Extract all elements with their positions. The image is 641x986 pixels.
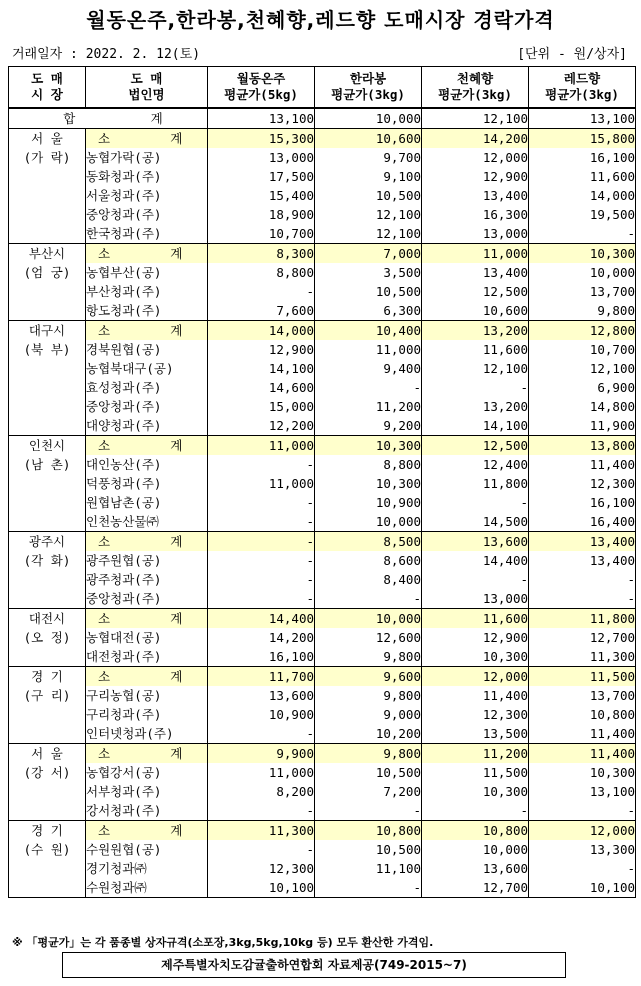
corp-name: 수원청과㈜ <box>86 878 208 898</box>
price-cell: 10,300 <box>529 244 636 264</box>
market-name: 부산시 (엄 궁) <box>9 244 86 321</box>
price-cell: 11,700 <box>208 667 315 687</box>
price-cell: 10,000 <box>315 609 422 629</box>
price-cell: 15,300 <box>208 129 315 149</box>
price-cell: - <box>422 493 529 512</box>
price-cell: 9,200 <box>315 416 422 436</box>
price-cell: 12,100 <box>529 359 636 378</box>
subtotal-label: 소 계 <box>86 744 208 764</box>
price-cell: 11,500 <box>422 763 529 782</box>
corp-name: 항도청과(주) <box>86 301 208 321</box>
page-title: 월동온주,한라봉,천혜향,레드향 도매시장 경락가격 <box>86 8 555 32</box>
table-row <box>9 589 636 609</box>
price-cell: 10,700 <box>529 340 636 359</box>
price-cell: - <box>208 801 315 821</box>
table-row <box>9 551 636 570</box>
total-value: 10,000 <box>315 108 422 129</box>
total-row <box>9 108 636 129</box>
price-cell: 14,400 <box>208 609 315 629</box>
price-cell: 8,800 <box>208 263 315 282</box>
price-cell: 13,100 <box>529 782 636 801</box>
subtotal-row <box>9 609 636 629</box>
price-cell: 11,400 <box>529 744 636 764</box>
header-redhyang: 레드향 평균가(3kg) <box>529 67 636 109</box>
price-cell: 8,600 <box>315 551 422 570</box>
price-cell: - <box>208 589 315 609</box>
unit-label: [단위 - 원/상자] <box>517 47 627 62</box>
corp-name: 수원원협(공) <box>86 840 208 859</box>
price-cell: 7,600 <box>208 301 315 321</box>
price-cell: 12,300 <box>422 705 529 724</box>
table-row <box>9 455 636 474</box>
market-name: 서 울 (가 락) <box>9 129 86 244</box>
price-cell: - <box>208 512 315 532</box>
table-row <box>9 397 636 416</box>
corp-name: 경북원협(공) <box>86 340 208 359</box>
price-cell: 12,900 <box>422 167 529 186</box>
price-cell: 16,400 <box>529 512 636 532</box>
corp-name: 광주원협(공) <box>86 551 208 570</box>
corp-name: 부산청과(주) <box>86 282 208 301</box>
market-name: 광주시 (각 화) <box>9 532 86 609</box>
price-cell: 9,400 <box>315 359 422 378</box>
price-cell: 13,000 <box>422 224 529 244</box>
subtotal-row <box>9 129 636 149</box>
price-cell: - <box>208 455 315 474</box>
market-name: 대구시 (북 부) <box>9 321 86 436</box>
price-cell: 16,100 <box>529 148 636 167</box>
price-cell: - <box>208 724 315 744</box>
price-cell: 6,300 <box>315 301 422 321</box>
price-cell: 11,300 <box>529 647 636 667</box>
table-row <box>9 801 636 821</box>
price-cell: 8,300 <box>208 244 315 264</box>
price-cell: 14,600 <box>208 378 315 397</box>
price-cell: 11,900 <box>529 416 636 436</box>
price-cell: 12,300 <box>208 859 315 878</box>
header-wolldong: 월동온주 평균가(5kg) <box>208 67 315 109</box>
header-hallabong: 한라봉 평균가(3kg) <box>315 67 422 109</box>
price-cell: 10,500 <box>315 763 422 782</box>
price-cell: 8,500 <box>315 532 422 552</box>
table-row <box>9 224 636 244</box>
price-cell: 12,000 <box>422 148 529 167</box>
corp-name: 대인농산(주) <box>86 455 208 474</box>
price-cell: 10,300 <box>422 782 529 801</box>
corp-name: 효성청과(주) <box>86 378 208 397</box>
corp-name: 경기청과㈜ <box>86 859 208 878</box>
price-cell: 16,100 <box>208 647 315 667</box>
table-row <box>9 205 636 224</box>
price-cell: 12,900 <box>422 628 529 647</box>
price-cell: 13,400 <box>422 263 529 282</box>
source-box: 제주특별자치도감귤출하연합회 자료제공(749-2015~7) <box>62 952 566 978</box>
price-cell: - <box>315 589 422 609</box>
subtotal-row <box>9 532 636 552</box>
footnote: ※ 「평균가」는 각 품종별 상자규격(소포장,3kg,5kg,10kg 등) 모두 환산한 가격임. <box>12 936 434 949</box>
market-name: 경 기 (구 리) <box>9 667 86 744</box>
price-cell: 9,600 <box>315 667 422 687</box>
corp-name: 광주청과(주) <box>86 570 208 589</box>
market-name: 경 기 (수 원) <box>9 821 86 898</box>
subtotal-label: 소 계 <box>86 609 208 629</box>
price-cell: - <box>529 224 636 244</box>
price-cell: 10,300 <box>529 763 636 782</box>
price-cell: - <box>529 589 636 609</box>
price-cell: 12,000 <box>529 821 636 841</box>
price-cell: 11,400 <box>529 724 636 744</box>
price-cell: - <box>208 532 315 552</box>
price-cell: 9,000 <box>315 705 422 724</box>
table-row <box>9 647 636 667</box>
corp-name: 인천농산물㈜ <box>86 512 208 532</box>
corp-name: 서울청과(주) <box>86 186 208 205</box>
price-cell: 12,600 <box>315 628 422 647</box>
price-cell: 10,800 <box>422 821 529 841</box>
price-cell: 10,100 <box>208 878 315 898</box>
price-cell: 10,000 <box>315 512 422 532</box>
price-cell: 14,200 <box>208 628 315 647</box>
table-row <box>9 570 636 589</box>
header-market: 도 매 시 장 <box>9 67 86 109</box>
price-cell: - <box>315 378 422 397</box>
price-cell: - <box>208 840 315 859</box>
price-cell: 10,900 <box>208 705 315 724</box>
price-cell: 14,800 <box>529 397 636 416</box>
subtotal-label: 소 계 <box>86 532 208 552</box>
header-corp: 도 매 법인명 <box>86 67 208 109</box>
price-cell: 16,300 <box>422 205 529 224</box>
subtotal-label: 소 계 <box>86 436 208 456</box>
price-cell: 10,700 <box>208 224 315 244</box>
price-cell: 13,500 <box>422 724 529 744</box>
price-cell: 12,500 <box>422 282 529 301</box>
price-cell: 12,300 <box>529 474 636 493</box>
subtotal-row <box>9 244 636 264</box>
table-row <box>9 148 636 167</box>
price-cell: 11,600 <box>422 609 529 629</box>
price-cell: 6,900 <box>529 378 636 397</box>
subtotal-label: 소 계 <box>86 129 208 149</box>
price-cell: 9,800 <box>529 301 636 321</box>
price-table <box>8 66 636 898</box>
price-cell: 13,200 <box>422 321 529 341</box>
price-cell: 11,200 <box>422 744 529 764</box>
subtotal-row <box>9 436 636 456</box>
corp-name: 강서청과(주) <box>86 801 208 821</box>
price-cell: 13,600 <box>422 532 529 552</box>
price-cell: 12,000 <box>422 667 529 687</box>
corp-name: 서부청과(주) <box>86 782 208 801</box>
price-cell: 15,000 <box>208 397 315 416</box>
price-cell: 12,400 <box>422 455 529 474</box>
price-cell: 11,600 <box>529 167 636 186</box>
price-cell: 11,800 <box>422 474 529 493</box>
header-row <box>9 67 636 109</box>
price-cell: 14,200 <box>422 129 529 149</box>
price-cell: 18,900 <box>208 205 315 224</box>
table-row <box>9 724 636 744</box>
corp-name: 대전청과(주) <box>86 647 208 667</box>
price-cell: 11,000 <box>208 436 315 456</box>
price-cell: 10,600 <box>315 129 422 149</box>
price-cell: 14,500 <box>422 512 529 532</box>
table-row <box>9 782 636 801</box>
price-cell: - <box>529 801 636 821</box>
subtotal-row <box>9 744 636 764</box>
price-cell: - <box>422 801 529 821</box>
price-cell: 11,000 <box>315 340 422 359</box>
price-cell: - <box>208 282 315 301</box>
price-cell: 13,800 <box>529 436 636 456</box>
price-cell: - <box>208 551 315 570</box>
price-cell: 7,200 <box>315 782 422 801</box>
table-row <box>9 186 636 205</box>
price-cell: 11,000 <box>208 763 315 782</box>
price-cell: 8,200 <box>208 782 315 801</box>
price-cell: 12,100 <box>422 359 529 378</box>
price-cell: 9,800 <box>315 686 422 705</box>
corp-name: 대양청과(주) <box>86 416 208 436</box>
price-cell: 10,500 <box>315 840 422 859</box>
table-row <box>9 628 636 647</box>
price-cell: 12,800 <box>529 321 636 341</box>
corp-name: 농협가락(공) <box>86 148 208 167</box>
price-cell: 11,600 <box>422 340 529 359</box>
corp-name: 인터넷청과(주) <box>86 724 208 744</box>
header-cheonhyehyang: 천혜향 평균가(3kg) <box>422 67 529 109</box>
price-cell: 9,700 <box>315 148 422 167</box>
price-cell: - <box>315 878 422 898</box>
price-cell: 13,200 <box>422 397 529 416</box>
table-row <box>9 840 636 859</box>
corp-name: 구리농협(공) <box>86 686 208 705</box>
price-cell: 13,000 <box>422 589 529 609</box>
price-cell: 10,500 <box>315 282 422 301</box>
price-cell: 8,800 <box>315 455 422 474</box>
subtotal-row <box>9 321 636 341</box>
price-cell: 17,500 <box>208 167 315 186</box>
total-label: 합 계 <box>9 108 208 129</box>
corp-name: 원협남촌(공) <box>86 493 208 512</box>
price-cell: 13,600 <box>422 859 529 878</box>
price-cell: 11,100 <box>315 859 422 878</box>
subtotal-row <box>9 821 636 841</box>
subtotal-row <box>9 667 636 687</box>
price-cell: 11,000 <box>208 474 315 493</box>
price-cell: 12,700 <box>422 878 529 898</box>
price-cell: 14,000 <box>208 321 315 341</box>
price-cell: 14,100 <box>422 416 529 436</box>
price-cell: 14,100 <box>208 359 315 378</box>
total-value: 13,100 <box>529 108 636 129</box>
price-cell: 10,600 <box>422 301 529 321</box>
trade-date: 거래일자 : 2022. 2. 12(토) <box>12 47 201 62</box>
table-row <box>9 705 636 724</box>
price-cell: 9,800 <box>315 744 422 764</box>
price-cell: 13,400 <box>529 551 636 570</box>
table-row <box>9 282 636 301</box>
price-cell: 10,300 <box>422 647 529 667</box>
price-cell: 14,400 <box>422 551 529 570</box>
price-cell: 9,900 <box>208 744 315 764</box>
price-cell: 10,100 <box>529 878 636 898</box>
price-cell: 14,000 <box>529 186 636 205</box>
price-cell: 13,700 <box>529 282 636 301</box>
price-cell: 10,800 <box>529 705 636 724</box>
price-cell: 10,900 <box>315 493 422 512</box>
price-cell: 19,500 <box>529 205 636 224</box>
price-cell: 13,400 <box>529 532 636 552</box>
price-cell: - <box>422 570 529 589</box>
price-cell: 11,200 <box>315 397 422 416</box>
price-cell: 9,100 <box>315 167 422 186</box>
price-cell: 13,700 <box>529 686 636 705</box>
table-row <box>9 686 636 705</box>
price-cell: 10,800 <box>315 821 422 841</box>
corp-name: 한국청과(주) <box>86 224 208 244</box>
table-row <box>9 378 636 397</box>
corp-name: 농협대전(공) <box>86 628 208 647</box>
price-cell: - <box>529 859 636 878</box>
corp-name: 농협부산(공) <box>86 263 208 282</box>
table-row <box>9 263 636 282</box>
market-name: 대전시 (오 정) <box>9 609 86 667</box>
price-cell: 10,300 <box>315 474 422 493</box>
corp-name: 중앙청과(주) <box>86 205 208 224</box>
corp-name: 농협강서(공) <box>86 763 208 782</box>
price-cell: 10,500 <box>315 186 422 205</box>
price-cell: 13,300 <box>529 840 636 859</box>
price-cell: - <box>208 570 315 589</box>
price-cell: 10,300 <box>315 436 422 456</box>
table-row <box>9 301 636 321</box>
corp-name: 농협북대구(공) <box>86 359 208 378</box>
price-cell: 15,800 <box>529 129 636 149</box>
price-cell: 11,000 <box>422 244 529 264</box>
table-row <box>9 474 636 493</box>
subtotal-label: 소 계 <box>86 821 208 841</box>
corp-name: 구리청과(주) <box>86 705 208 724</box>
table-row <box>9 340 636 359</box>
price-cell: - <box>208 493 315 512</box>
price-cell: 3,500 <box>315 263 422 282</box>
price-cell: 7,000 <box>315 244 422 264</box>
price-cell: 13,400 <box>422 186 529 205</box>
price-cell: 12,100 <box>315 224 422 244</box>
corp-name: 중앙청과(주) <box>86 397 208 416</box>
price-cell: 8,400 <box>315 570 422 589</box>
subtotal-label: 소 계 <box>86 321 208 341</box>
price-cell: 11,500 <box>529 667 636 687</box>
price-cell: - <box>529 570 636 589</box>
price-cell: 12,700 <box>529 628 636 647</box>
corp-name: 중앙청과(주) <box>86 589 208 609</box>
table-row <box>9 493 636 512</box>
table-row <box>9 359 636 378</box>
price-cell: 11,400 <box>529 455 636 474</box>
total-value: 13,100 <box>208 108 315 129</box>
table-row <box>9 763 636 782</box>
corp-name: 덕풍청과(주) <box>86 474 208 493</box>
table-row <box>9 416 636 436</box>
subtotal-label: 소 계 <box>86 667 208 687</box>
price-cell: 15,400 <box>208 186 315 205</box>
subtotal-label: 소 계 <box>86 244 208 264</box>
price-cell: 9,800 <box>315 647 422 667</box>
table-row <box>9 512 636 532</box>
table-row <box>9 859 636 878</box>
price-cell: - <box>315 801 422 821</box>
table-row <box>9 878 636 898</box>
price-cell: 13,600 <box>208 686 315 705</box>
price-cell: 13,000 <box>208 148 315 167</box>
price-cell: 12,200 <box>208 416 315 436</box>
table-row <box>9 167 636 186</box>
price-cell: 12,900 <box>208 340 315 359</box>
price-cell: 11,800 <box>529 609 636 629</box>
price-cell: 12,100 <box>315 205 422 224</box>
price-cell: 10,400 <box>315 321 422 341</box>
price-cell: 12,500 <box>422 436 529 456</box>
price-cell: 11,400 <box>422 686 529 705</box>
price-cell: 10,000 <box>529 263 636 282</box>
market-name: 인천시 (남 촌) <box>9 436 86 532</box>
market-name: 서 울 (강 서) <box>9 744 86 821</box>
corp-name: 동화청과(주) <box>86 167 208 186</box>
price-cell: 11,300 <box>208 821 315 841</box>
price-cell: 10,200 <box>315 724 422 744</box>
price-cell: - <box>422 378 529 397</box>
price-cell: 16,100 <box>529 493 636 512</box>
total-value: 12,100 <box>422 108 529 129</box>
price-cell: 10,000 <box>422 840 529 859</box>
